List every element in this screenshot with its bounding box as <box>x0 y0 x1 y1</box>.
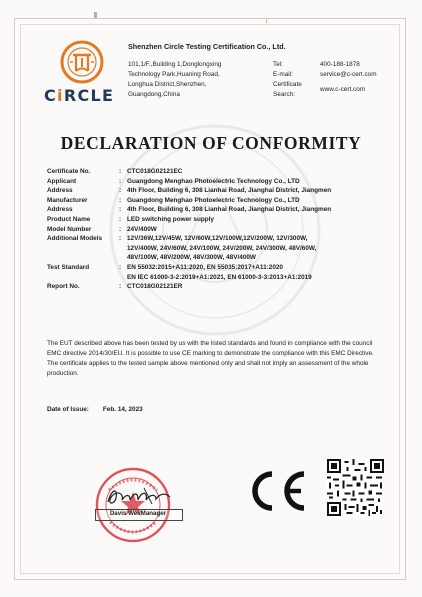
field-label: Test Standard <box>47 263 90 271</box>
standard-line: EN 55032:2015+A11:2020, EN 55035:2017+A11:2020 <box>127 263 283 271</box>
field-row <box>47 263 397 282</box>
certificate-fields <box>47 167 397 292</box>
field-label: Applicant <box>47 177 77 185</box>
brand-name <box>44 86 114 105</box>
field-row <box>47 234 397 263</box>
field-row <box>47 167 397 177</box>
field-label: Manufacturer <box>47 196 88 204</box>
manufacturer-address: 4th Floor, Building 6, 308 Lianhai Road, Jianghai District, Jiangmen <box>127 206 332 214</box>
applicant-address: 4th Floor, Building 6, 308 Lianhai Road, Jianghai District, Jiangmen <box>127 187 332 195</box>
website-link[interactable]: www.c-cert.com <box>320 86 366 93</box>
field-label: Address <box>47 206 73 214</box>
additional-models <box>127 234 397 263</box>
document-title: DECLARATION OF CONFORMITY <box>60 133 362 153</box>
report-number: CTC018G02121ER <box>127 283 183 291</box>
field-colon: : <box>119 215 122 223</box>
brand-part: i <box>57 86 64 105</box>
model-line: 48V/100W, 48V/200W, 48V/300W, 48V/400W <box>127 254 256 262</box>
standard-line: EN IEC 61000-3-2:2019+A1:2021, EN 61000-3-3:2013+A1:2019 <box>127 273 312 281</box>
field-label: Model Number <box>47 225 92 233</box>
certificate-number: CTC018G02121EC <box>127 168 183 175</box>
field-row <box>47 177 397 187</box>
email-label: E-mail: <box>273 71 293 78</box>
address-line: Guangdong,China <box>128 91 180 98</box>
field-colon: : <box>119 206 122 214</box>
statement-paragraph: The certificate applies to the tested sample above mentioned only and shall not imply an assessment of the whole production. <box>47 360 369 377</box>
field-colon: : <box>119 187 122 195</box>
field-colon: : <box>119 225 122 233</box>
conformity-statement <box>47 339 382 378</box>
company-name: Shenzhen Circle Testing Certification Co., Ltd. <box>128 42 286 51</box>
issue-date-value: Feb. 14, 2023 <box>102 406 143 413</box>
field-colon: : <box>119 263 122 271</box>
field-label: Address <box>47 187 73 195</box>
field-colon: : <box>119 177 122 185</box>
field-row <box>47 205 397 215</box>
model-number: 24V/400W <box>127 225 157 233</box>
field-colon: : <box>119 235 122 243</box>
model-line: 12V/400W, 24V/60W, 24V/100W, 24V/200W, 24V/300W, 48V/60W, <box>127 244 317 252</box>
field-row <box>47 196 397 206</box>
address-line: 101,1/F.,Building 1,Donglongxing <box>128 61 222 68</box>
address-line: Technology Park,Huaning Road, <box>128 71 220 78</box>
field-label: Report No. <box>47 283 80 291</box>
field-label: Product Name <box>47 215 91 223</box>
ce-mark-icon <box>243 468 311 514</box>
contact-values <box>320 60 377 95</box>
field-colon: : <box>119 196 122 204</box>
tel-label: Tel: <box>273 61 283 68</box>
company-address <box>128 60 221 100</box>
brand-part: C <box>44 86 58 105</box>
brand-part: RCLE <box>63 86 115 105</box>
signature <box>104 484 174 508</box>
tel-value: 400-188-1878 <box>320 61 360 68</box>
field-row <box>47 282 397 292</box>
address-line: Longhua District,Shenzhen, <box>128 81 207 88</box>
model-line: 12V/36W,12V/45W, 12V/60W,12V/100W,12V/200W, 12V/300W, <box>127 235 308 243</box>
product-name: LED switching power supply <box>127 215 214 223</box>
issue-date-label: Date of Issue: <box>47 406 89 413</box>
search-label: Certificate <box>273 81 302 88</box>
signer-name: Davis Wei/Manager <box>109 510 167 517</box>
field-row <box>47 186 397 196</box>
contact-labels <box>273 60 302 100</box>
applicant-name: Guangdong Menghao Photoelectric Technology Co., LTD <box>127 177 300 185</box>
field-label: Certificate No. <box>47 168 91 175</box>
field-row <box>47 225 397 235</box>
email-value[interactable]: service@c-cert.com <box>320 71 377 78</box>
field-colon: : <box>119 168 122 175</box>
field-row <box>47 215 397 225</box>
field-colon: : <box>119 283 122 291</box>
circle-logo-icon <box>60 40 104 84</box>
field-label: Additional Models <box>47 235 103 243</box>
search-label: Search: <box>273 91 296 98</box>
qr-code-icon[interactable] <box>327 459 384 516</box>
issue-date <box>47 406 143 413</box>
manufacturer-name: Guangdong Menghao Photoelectric Technology Co., LTD <box>127 196 300 204</box>
statement-paragraph: The EUT described above has been tested by us with the listed standards and found in compliance with the council EMC directive 2014/30/EU. It is possible to use CE marking to demonstrate the compliance with this EMC Directive. <box>47 340 374 357</box>
test-standards <box>127 263 397 282</box>
